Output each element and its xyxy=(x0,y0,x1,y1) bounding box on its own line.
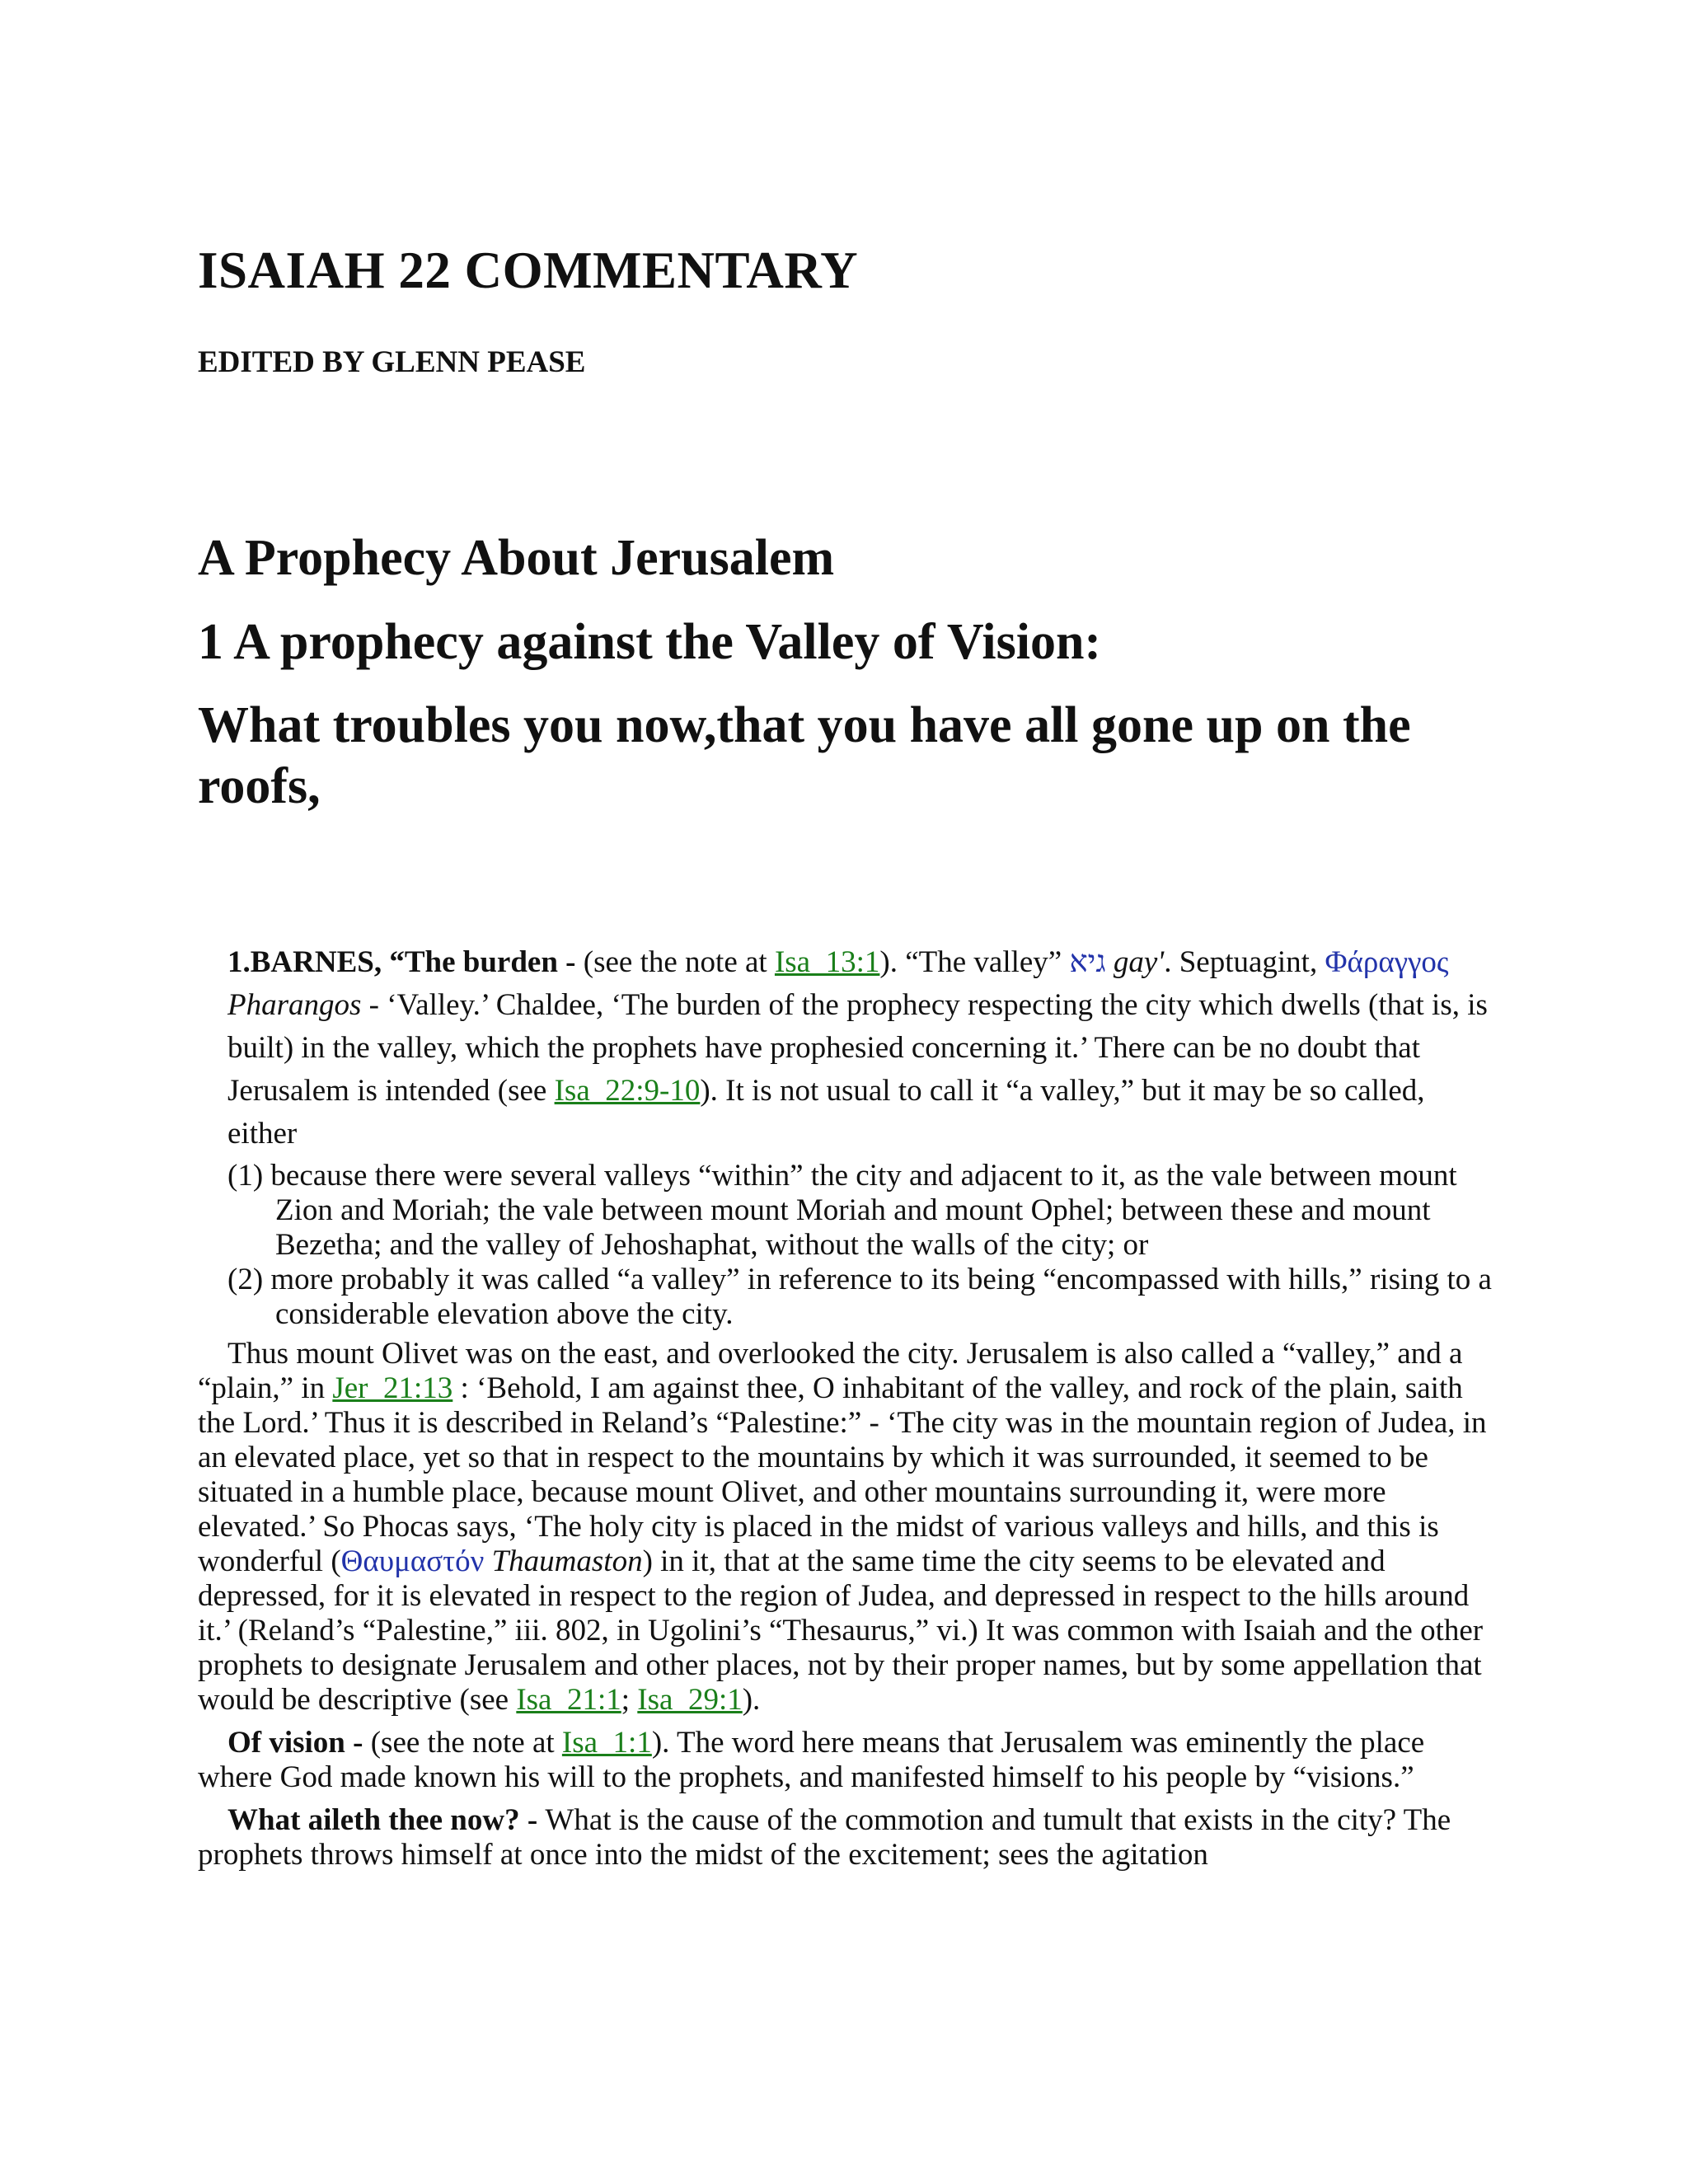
scripture-link[interactable]: Isa_1:1 xyxy=(561,1726,652,1760)
verse-heading: 1 A prophecy against the Valley of Vision: xyxy=(198,614,1102,670)
hebrew-word: גיא xyxy=(1069,945,1106,979)
list-item: (2) more probably it was called “a valley” in reference to its being “encompassed with hills,” rising to a considerable elevation above the city. xyxy=(227,1263,1492,1331)
commentary-paragraph: 1.BARNES, “The burden - (see the note at Isa_13:1). “The valley” גיא gay'. Septuagint, Φάραγγος Pharangos - ‘Valley.’ Chaldee, ‘The burden of the prophecy respecting the city which dwells (that is, is built) in the valley, which the prophets have prophesied concerning it.’ There can be no doubt that Jerusalem is intended (see Isa_22:9-10). It is not usual to call it “a valley,” but it may be so called, either xyxy=(227,945,1488,1151)
transliteration: Pharangos xyxy=(227,988,362,1022)
scripture-link[interactable]: Isa_22:9-10 xyxy=(554,1074,701,1108)
commentary-lead: 1.BARNES, “The burden - xyxy=(227,945,584,979)
greek-word: Φάραγγος xyxy=(1325,945,1449,979)
editor-credit: EDITED BY GLENN PEASE xyxy=(198,345,586,379)
commentary-body xyxy=(198,941,1492,1872)
section-heading: A Prophecy About Jerusalem xyxy=(198,530,835,586)
commentary-paragraph: What aileth thee now? - What is the cause of the commotion and tumult that exists in the city? The prophets throws himself at once into the midst of the excitement; sees the agitation xyxy=(198,1803,1451,1872)
commentary-paragraph: Thus mount Olivet was on the east, and overlooked the city. Jerusalem is also called a “valley,” and a “plain,” in Jer_21:13 : ‘Behold, I am against thee, O inhabitant of the valley, and rock of the plain, saith the Lord.’ Thus it is described in Reland’s “Palestine:” - ‘The city was in the mountain region of Judea, in an elevated place, yet so that in respect to the mountains by which it was surrounded, it seemed to be situated in a humble place, because mount Olivet, and other mountains surrounding it, were more elevated.’ So Phocas says, ‘The holy city is placed in the midst of various valleys and hills, and this is wonderful (Θαυμαστόν Thaumaston) in it, that at the same time the city seems to be elevated and depressed, for it is elevated in respect to the region of Judea, and depressed in respect to the hills around it.’ (Reland’s “Palestine,” iii. 802, in Ugolini’s “Thesaurus,” vi.) It was common with Isaiah and the other prophets to designate Jerusalem and other places, not by their proper names, but by some appellation that would be descriptive (see Isa_21:1; Isa_29:1). xyxy=(198,1337,1487,1717)
commentary-paragraph: Of vision - (see the note at Isa_1:1). The word here means that Jerusalem was eminently the place where God made known his will to the prophets, and manifested himself to his people by “visions.” xyxy=(198,1726,1425,1794)
scripture-link[interactable]: Isa_21:1 xyxy=(516,1683,621,1717)
scripture-link[interactable]: Isa_13:1 xyxy=(774,945,880,979)
transliteration: Thaumaston xyxy=(484,1544,643,1578)
scripture-link[interactable]: Jer_21:13 xyxy=(332,1371,453,1405)
greek-word: Θαυμαστόν xyxy=(340,1544,485,1578)
verse-heading-continued: What troubles you now,that you have all gone up on the roofs, xyxy=(198,697,1411,814)
document-title: ISAIAH 22 COMMENTARY xyxy=(198,241,859,299)
commentary-lead: Of vision - xyxy=(227,1726,371,1760)
transliteration: gay' xyxy=(1105,945,1165,979)
scripture-link[interactable]: Isa_29:1 xyxy=(637,1683,743,1717)
reason-list xyxy=(198,1159,1492,1332)
commentary-lead: What aileth thee now? - xyxy=(227,1803,546,1837)
list-item: (1) because there were several valleys “within” the city and adjacent to it, as the vale between mount Zion and Moriah; the vale between mount Moriah and mount Ophel; between these and mount Bezetha; and the valley of Jehoshaphat, without the walls of the city; or xyxy=(227,1159,1457,1262)
